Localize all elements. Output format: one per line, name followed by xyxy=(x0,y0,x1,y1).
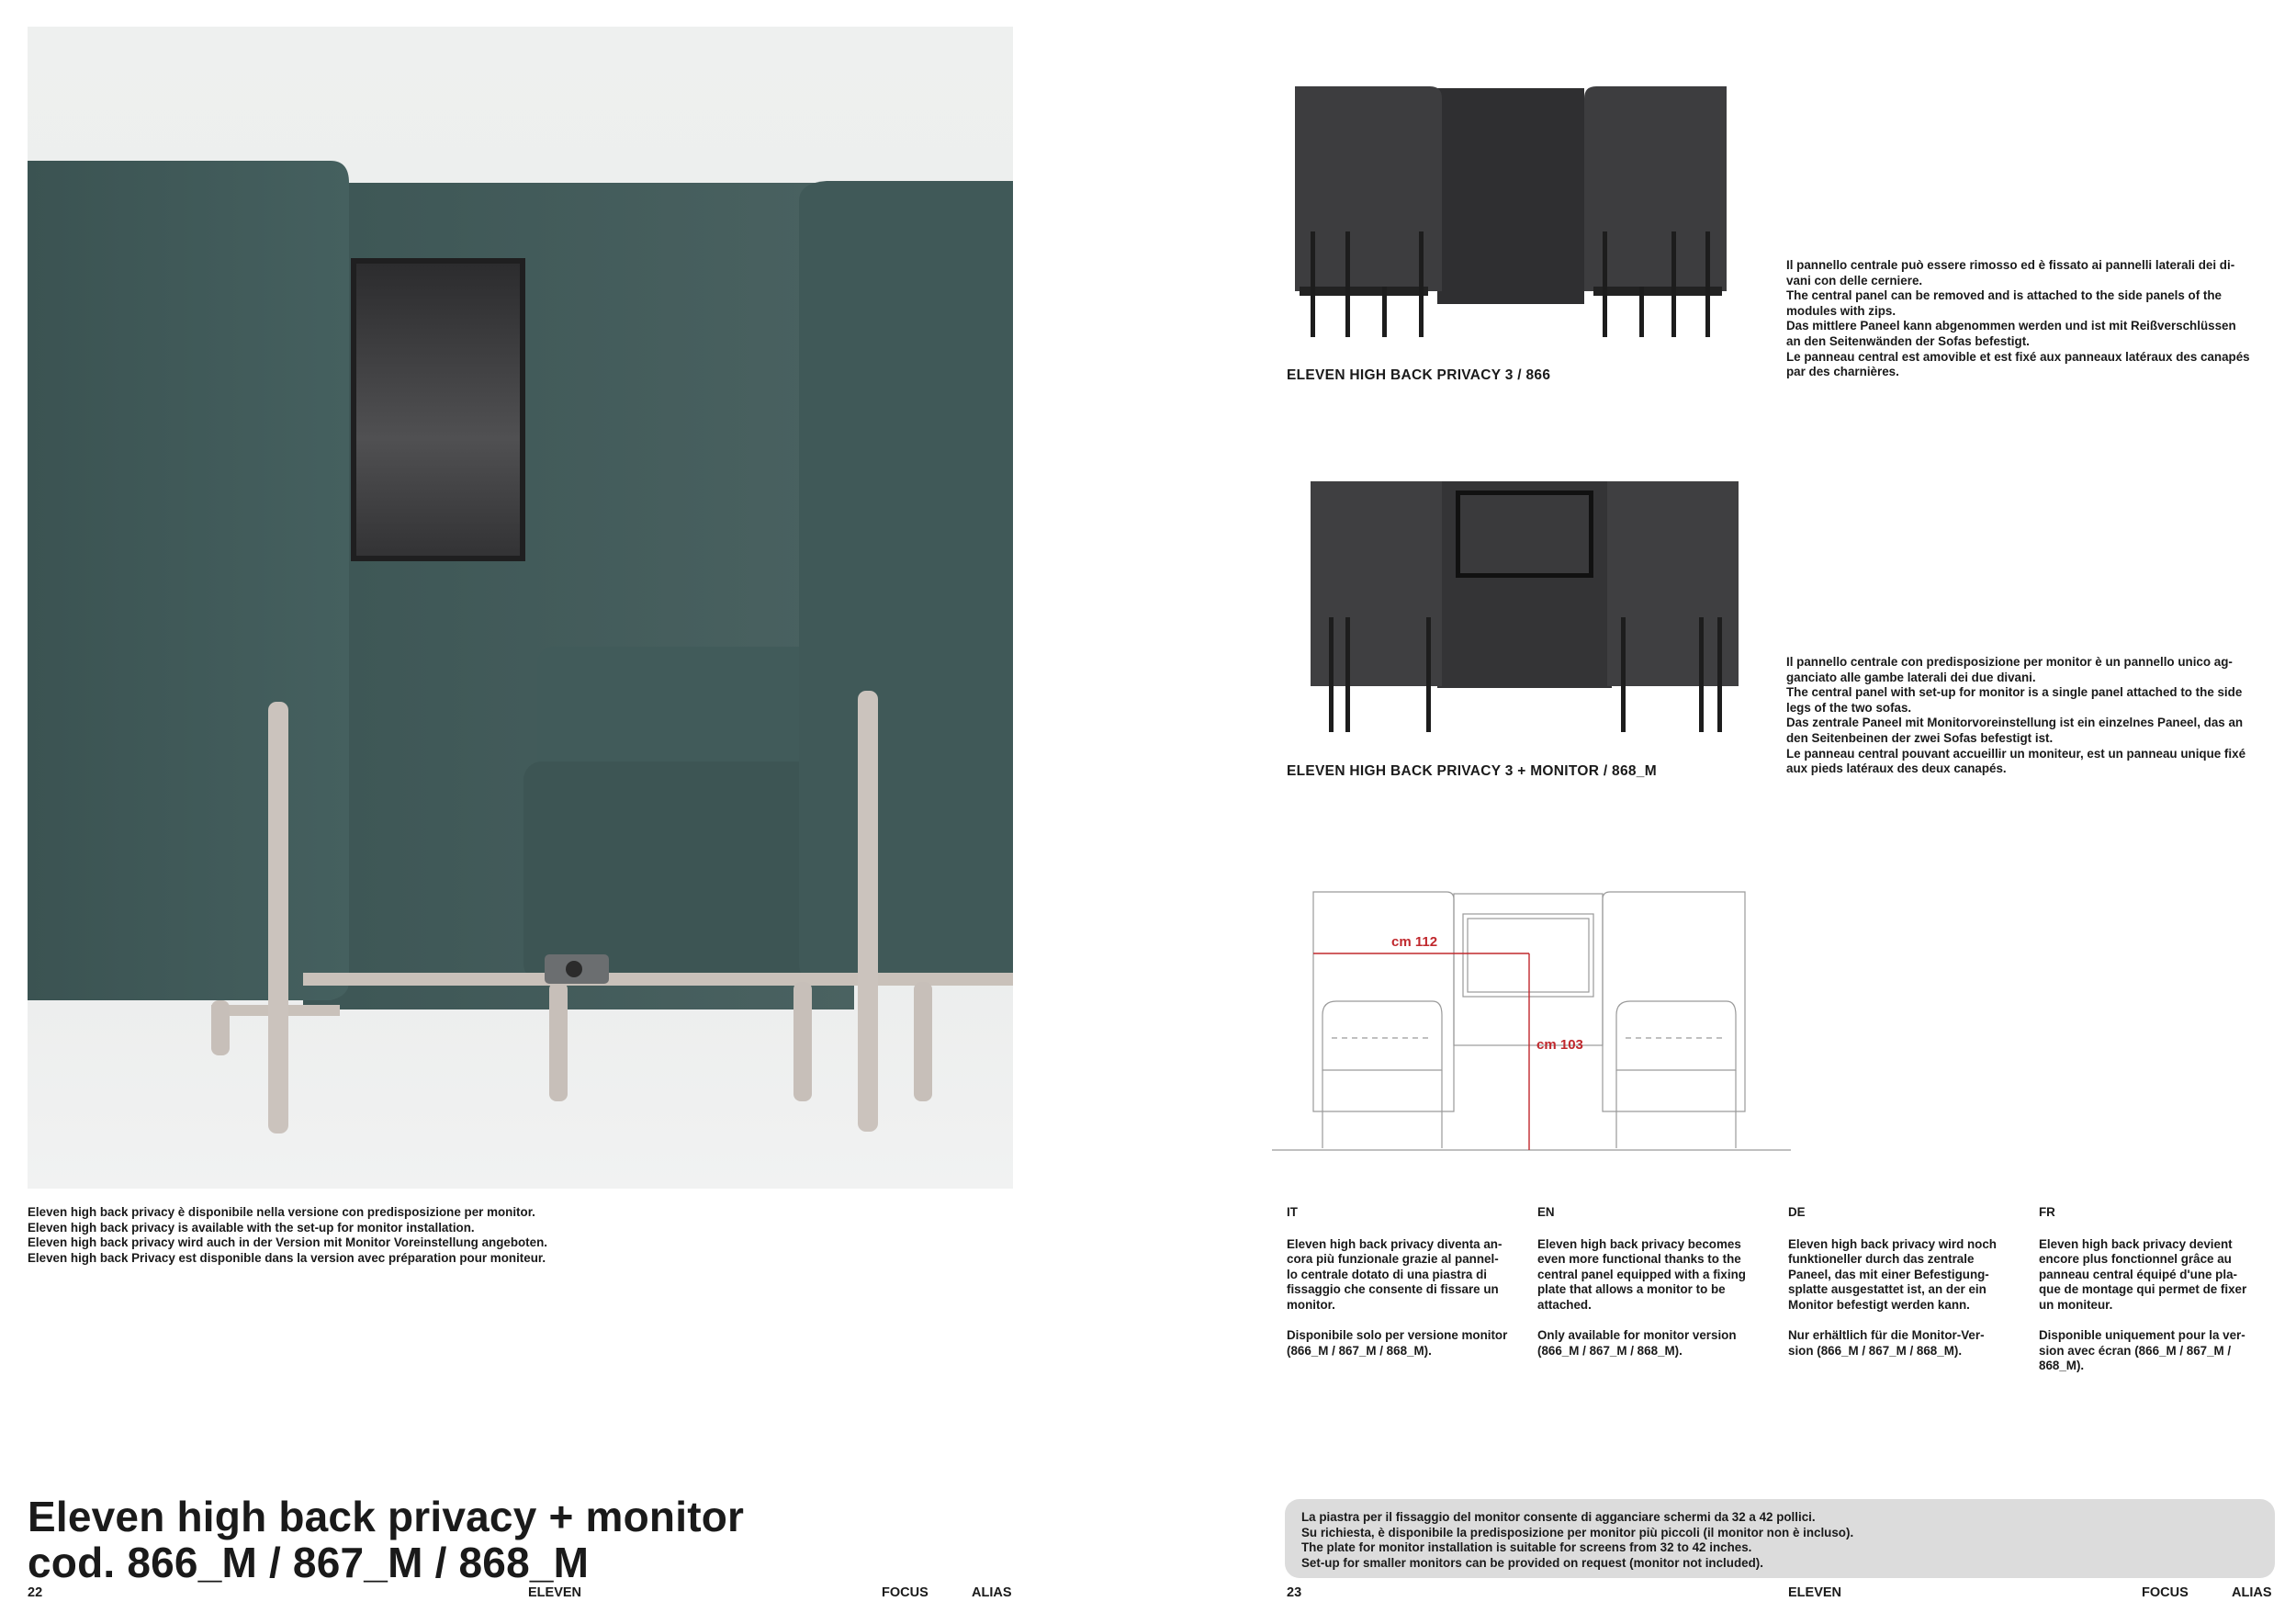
caption-line: Eleven high back privacy wird auch in der Version mit Monitor Voreinstellung angeboten. xyxy=(28,1235,547,1250)
technical-drawing xyxy=(1272,886,1791,1157)
product-image-866 xyxy=(1290,85,1729,344)
description-line: an den Seitenwänden der Sofas befestigt. xyxy=(1786,333,2030,348)
paragraph-line: fissaggio che consente di fissare un xyxy=(1287,1282,1499,1297)
footer-brand-left: ALIAS xyxy=(972,1585,1012,1600)
paragraph-line: sion (866_M / 867_M / 868_M). xyxy=(1788,1343,1963,1358)
language-paragraph xyxy=(1287,1237,1525,1314)
language-paragraph xyxy=(2039,1328,2278,1374)
language-paragraph xyxy=(1537,1328,1776,1359)
paragraph-line: Only available for monitor version xyxy=(1537,1328,1737,1343)
paragraph-line: Eleven high back privacy devient xyxy=(2039,1236,2233,1251)
language-column-it xyxy=(1287,1205,1525,1374)
description-line: The central panel with set-up for monitor is a single panel attached to the side xyxy=(1786,685,2243,700)
language-paragraph xyxy=(1287,1328,1525,1359)
paragraph-line: cora più funzionale grazie al pannel- xyxy=(1287,1252,1499,1267)
description-line: par des charnières. xyxy=(1786,365,1899,379)
paragraph-line: plate that allows a monitor to be xyxy=(1537,1282,1726,1297)
language-column-de xyxy=(1788,1205,2027,1374)
paragraph-line: central panel equipped with a fixing xyxy=(1537,1267,1746,1281)
dimension-width-label: cm 112 xyxy=(1391,934,1438,950)
description-line: aux pieds latéraux des deux canapés. xyxy=(1786,761,2007,776)
description-line: Le panneau central est amovible et est fixé aux panneaux latéraux des canapés xyxy=(1786,349,2250,364)
paragraph-line: que de montage qui permet de fixer xyxy=(2039,1282,2247,1297)
paragraph-line: attached. xyxy=(1537,1297,1592,1312)
description-line: Il pannello centrale può essere rimosso ed è fissato ai pannelli laterali dei di- xyxy=(1786,258,2235,272)
footer-section-left: FOCUS xyxy=(882,1585,929,1600)
paragraph-line: Disponible uniquement pour la ver- xyxy=(2039,1328,2245,1343)
paragraph-line: Eleven high back privacy becomes xyxy=(1537,1236,1741,1251)
paragraph-line: 868_M). xyxy=(2039,1359,2085,1373)
paragraph-line: monitor. xyxy=(1287,1297,1335,1312)
paragraph-line: lo centrale dotato di una piastra di xyxy=(1287,1267,1488,1281)
paragraph-line: splatte ausgestattet ist, an der ein xyxy=(1788,1282,1986,1297)
product-description-866 xyxy=(1786,258,2273,380)
paragraph-line: Nur erhältlich für die Monitor-Ver- xyxy=(1788,1328,1985,1343)
footer-collection-right: ELEVEN xyxy=(1788,1585,1842,1600)
language-code: IT xyxy=(1287,1205,1298,1219)
paragraph-line: (866_M / 867_M / 868_M). xyxy=(1287,1343,1432,1358)
paragraph-line: Eleven high back privacy wird noch xyxy=(1788,1236,1997,1251)
product-label-866: ELEVEN HIGH BACK PRIVACY 3 / 866 xyxy=(1287,367,1551,383)
description-line: vani con delle cerniere. xyxy=(1786,273,1923,288)
paragraph-line: Disponibile solo per versione monitor xyxy=(1287,1328,1508,1343)
description-line: The central panel can be removed and is attached to the side panels of the xyxy=(1786,288,2223,303)
note-line: Set-up for smaller monitors can be provided on request (monitor not included). xyxy=(1301,1555,1763,1570)
dimension-drawing xyxy=(1272,886,1791,1157)
paragraph-line: Paneel, das mit einer Befestigung- xyxy=(1788,1267,1989,1281)
footer-collection-left: ELEVEN xyxy=(528,1585,582,1600)
caption-line: Eleven high back privacy is available with the set-up for monitor installation. xyxy=(28,1220,475,1235)
note-line: La piastra per il fissaggio del monitor consente di agganciare schermi da 32 a 42 pollici. xyxy=(1301,1510,1816,1524)
title-line-1: Eleven high back privacy + monitor xyxy=(28,1493,745,1540)
paragraph-line: panneau central équipé d'une pla- xyxy=(2039,1267,2237,1281)
paragraph-line: even more functional thanks to the xyxy=(1537,1252,1741,1267)
monitor-note-box xyxy=(1285,1499,2275,1578)
paragraph-line: sion avec écran (866_M / 867_M / xyxy=(2039,1343,2232,1358)
paragraph-line: Eleven high back privacy diventa an- xyxy=(1287,1236,1503,1251)
description-line: den Seitenbeinen der zwei Sofas befestigt ist. xyxy=(1786,730,2054,745)
language-code: DE xyxy=(1788,1205,1806,1219)
description-line: modules with zips. xyxy=(1786,303,1896,318)
title-line-2: cod. 866_M / 867_M / 868_M xyxy=(28,1539,590,1586)
paragraph-line: encore plus fonctionnel grâce au xyxy=(2039,1252,2232,1267)
left-caption xyxy=(28,1205,1010,1266)
paragraph-line: Monitor befestigt werden kann. xyxy=(1788,1297,1970,1312)
language-paragraph xyxy=(2039,1237,2278,1314)
paragraph-line: (866_M / 867_M / 868_M). xyxy=(1537,1343,1683,1358)
product-image-868m xyxy=(1309,479,1740,737)
caption-line: Eleven high back Privacy est disponible dans la version avec préparation pour moniteur. xyxy=(28,1250,546,1265)
description-line: Le panneau central pouvant accueillir un moniteur, est un panneau unique fixé xyxy=(1786,746,2246,761)
description-line: Das zentrale Paneel mit Monitorvoreinstellung ist ein einzelnes Paneel, das an xyxy=(1786,716,2244,730)
dimension-height-label: cm 103 xyxy=(1536,1037,1583,1053)
language-paragraph xyxy=(1788,1237,2027,1314)
note-line: Su richiesta, è disponibile la predisposizione per monitor più piccoli (il monitor non è incluso). xyxy=(1301,1525,1854,1539)
language-column-en xyxy=(1537,1205,1776,1374)
language-code: FR xyxy=(2039,1205,2055,1219)
footer-brand-right: ALIAS xyxy=(2232,1585,2272,1600)
description-line: legs of the two sofas. xyxy=(1786,700,1912,715)
product-label-868m: ELEVEN HIGH BACK PRIVACY 3 + MONITOR / 868_M xyxy=(1287,763,1657,779)
sofa-photo-illustration xyxy=(28,27,1013,1189)
page-title xyxy=(28,1494,744,1585)
paragraph-line: un moniteur. xyxy=(2039,1297,2113,1312)
language-code: EN xyxy=(1537,1205,1555,1219)
description-line: Das mittlere Paneel kann abgenommen werden und ist mit Reißverschlüssen xyxy=(1786,319,2236,333)
paragraph-line: funktioneller durch das zentrale xyxy=(1788,1252,1975,1267)
description-line: Il pannello centrale con predisposizione per monitor è un pannello unico ag- xyxy=(1786,655,2233,669)
product-photo xyxy=(28,27,1013,1189)
language-paragraph xyxy=(1537,1237,1776,1314)
page-number-right: 23 xyxy=(1287,1585,1302,1600)
language-paragraph xyxy=(1788,1328,2027,1359)
product-description-868m xyxy=(1786,655,2273,777)
page-number-left: 22 xyxy=(28,1585,43,1600)
description-line: ganciato alle gambe laterali dei due divani. xyxy=(1786,670,2036,684)
language-column-fr xyxy=(2039,1205,2278,1390)
caption-line: Eleven high back privacy è disponibile nella versione con predisposizione per monitor. xyxy=(28,1205,535,1219)
note-line: The plate for monitor installation is suitable for screens from 32 to 42 inches. xyxy=(1301,1540,1752,1555)
footer-section-right: FOCUS xyxy=(2142,1585,2189,1600)
